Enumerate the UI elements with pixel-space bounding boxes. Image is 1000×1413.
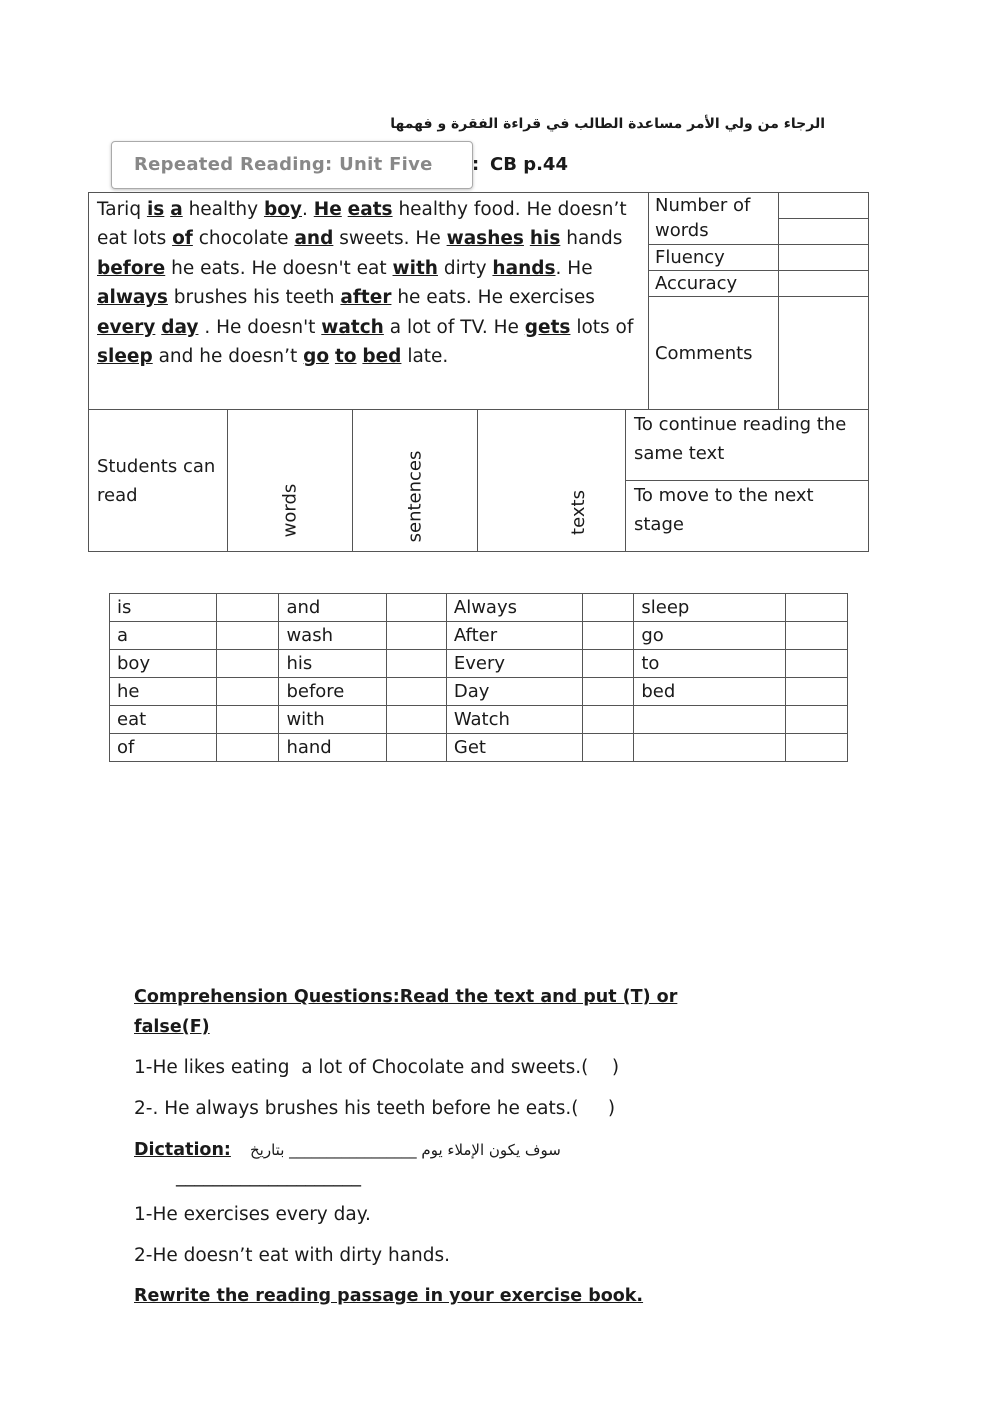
passage-text: he eats. He exercises [391, 287, 595, 309]
fluency-value[interactable] [779, 245, 869, 271]
word-check-cell[interactable] [217, 706, 279, 734]
word-cell: go [634, 622, 785, 650]
passage-keyword: He [313, 199, 342, 220]
word-cell: Get [446, 734, 582, 762]
passage-text: healthy food. He doesn’t eat lots [97, 199, 627, 250]
word-check-cell[interactable] [583, 734, 634, 762]
dictation-sentence-1: 1-He exercises every day. [134, 1204, 371, 1225]
passage-text: healthy [182, 199, 264, 220]
comprehension-heading: Comprehension Questions:Read the text and put (T) or [134, 987, 678, 1007]
word-check-cell[interactable] [785, 734, 847, 762]
word-check-cell[interactable] [785, 594, 847, 622]
level-texts-cell[interactable] [478, 410, 626, 552]
continue-reading-option[interactable]: To continue reading the same text [626, 410, 869, 481]
passage-text: brushes his teeth [167, 287, 341, 309]
word-cell: Every [446, 650, 582, 678]
passage-keyword: go [303, 346, 330, 368]
word-list-row [110, 622, 848, 650]
passage-keyword: his [529, 228, 561, 250]
passage-keyword: gets [524, 316, 571, 338]
word-check-cell[interactable] [217, 734, 279, 762]
passage-keyword: before [97, 257, 166, 279]
word-check-cell[interactable] [785, 650, 847, 678]
passage-text: dirty [437, 257, 493, 279]
word-list-row [110, 734, 848, 762]
word-cell: before [279, 678, 386, 706]
word-check-cell[interactable] [785, 622, 847, 650]
word-cell: is [110, 594, 217, 622]
word-cell: with [279, 706, 386, 734]
word-cell: a [110, 622, 217, 650]
passage-keyword: after [340, 287, 392, 309]
word-cell: After [446, 622, 582, 650]
word-check-cell[interactable] [583, 622, 634, 650]
number-of-words-value[interactable] [779, 193, 869, 219]
passage-text: chocolate [192, 228, 295, 250]
passage-keyword: is [146, 199, 165, 220]
word-cell: Watch [446, 706, 582, 734]
word-check-cell[interactable] [386, 706, 446, 734]
dictation-blank-line[interactable]: ____________________ [176, 1166, 361, 1187]
passage-text: . He doesn't [198, 316, 322, 338]
word-check-cell[interactable] [386, 650, 446, 678]
word-check-cell[interactable] [785, 706, 847, 734]
passage-keyword: always [97, 287, 168, 309]
move-next-stage-option[interactable]: To move to the next stage [626, 481, 869, 552]
comments-value[interactable] [779, 297, 869, 410]
students-can-read-label: Students can read [89, 410, 228, 552]
passage-keyword: day [161, 316, 199, 338]
word-cell: boy [110, 650, 217, 678]
word-cell: to [634, 650, 785, 678]
rewrite-instruction: Rewrite the reading passage in your exercise book. [134, 1286, 644, 1306]
passage-keyword: a [170, 199, 183, 220]
level-sentences-label: sentences [404, 450, 426, 543]
word-cell: his [279, 650, 386, 678]
word-check-cell[interactable] [583, 706, 634, 734]
word-check-cell[interactable] [217, 622, 279, 650]
passage-text: and he doesn’t [152, 346, 304, 368]
dictation-date-arabic: سوف يكون الإملاء يوم _________________ بتاريخ [250, 1141, 561, 1159]
passage-text: . [301, 199, 314, 220]
passage-keyword: eats [347, 199, 393, 220]
word-list-row [110, 706, 848, 734]
word-cell: wash [279, 622, 386, 650]
passage-text: a lot of TV. He [383, 316, 525, 338]
question-1: 1-He likes eating a lot of Chocolate and sweets.( ) [134, 1057, 620, 1078]
word-list-row [110, 678, 848, 706]
page-title: Repeated Reading: Unit Five [134, 154, 433, 175]
passage-text: . He [555, 257, 593, 279]
level-sentences-cell[interactable] [353, 410, 478, 552]
question-2: 2-. He always brushes his teeth before he eats.( ) [134, 1098, 616, 1119]
word-check-cell[interactable] [386, 594, 446, 622]
reading-level-table [88, 409, 869, 552]
word-list-table [109, 593, 848, 762]
parent-instruction-arabic: الرجاء من ولي الأمر مساعدة الطالب في قراءة الفقرة و فهمها [390, 116, 825, 132]
accuracy-value[interactable] [779, 271, 869, 297]
word-cell: sleep [634, 594, 785, 622]
level-words-label: words [279, 483, 301, 538]
word-cell: and [279, 594, 386, 622]
fluency-label: Fluency [648, 245, 778, 271]
passage-keyword: sleep [97, 346, 153, 368]
passage-text: he eats. He doesn't eat [165, 257, 393, 279]
word-list-row [110, 594, 848, 622]
reading-passage [89, 193, 649, 410]
passage-keyword: hands [492, 257, 556, 279]
passage-text: sweets. He [333, 228, 447, 250]
accuracy-label: Accuracy [648, 271, 778, 297]
word-check-cell[interactable] [217, 594, 279, 622]
word-cell: bed [634, 678, 785, 706]
passage-text: Tariq [97, 199, 147, 220]
level-texts-label: texts [568, 490, 590, 535]
passage-keyword: bed [362, 346, 402, 368]
word-cell: eat [110, 706, 217, 734]
passage-keyword: of [172, 228, 193, 250]
dictation-sentence-2: 2-He doesn’t eat with dirty hands. [134, 1245, 451, 1266]
word-cell: of [110, 734, 217, 762]
passage-keyword: to [334, 346, 357, 368]
word-cell: Always [446, 594, 582, 622]
passage-text: hands [560, 228, 623, 250]
title-separator: : [472, 154, 480, 175]
word-cell: he [110, 678, 217, 706]
word-cell [634, 706, 785, 734]
word-check-cell[interactable] [583, 678, 634, 706]
word-check-cell[interactable] [583, 650, 634, 678]
level-words-cell[interactable] [228, 410, 353, 552]
word-check-cell[interactable] [217, 650, 279, 678]
word-check-cell[interactable] [785, 678, 847, 706]
comprehension-heading-cont: false(F) [134, 1017, 210, 1037]
word-check-cell[interactable] [583, 594, 634, 622]
passage-keyword: boy [263, 199, 302, 220]
passage-keyword: every [97, 316, 156, 338]
number-of-words-value-2[interactable] [779, 219, 869, 245]
passage-keyword: with [392, 257, 438, 279]
word-cell: hand [279, 734, 386, 762]
comments-label: Comments [648, 297, 778, 410]
number-of-words-label: Number of words [648, 193, 778, 245]
passage-text: late. [401, 346, 449, 368]
passage-keyword: watch [321, 316, 384, 338]
dictation-label: Dictation: [134, 1140, 231, 1160]
word-check-cell[interactable] [217, 678, 279, 706]
word-check-cell[interactable] [386, 622, 446, 650]
passage-keyword: and [294, 228, 334, 250]
word-list-row [110, 650, 848, 678]
word-cell [634, 734, 785, 762]
word-cell: Day [446, 678, 582, 706]
reading-passage-table [88, 192, 869, 410]
word-check-cell[interactable] [386, 678, 446, 706]
coursebook-reference: CB p.44 [490, 154, 568, 175]
passage-keyword: washes [446, 228, 524, 250]
word-check-cell[interactable] [386, 734, 446, 762]
passage-text: lots of [570, 316, 634, 338]
